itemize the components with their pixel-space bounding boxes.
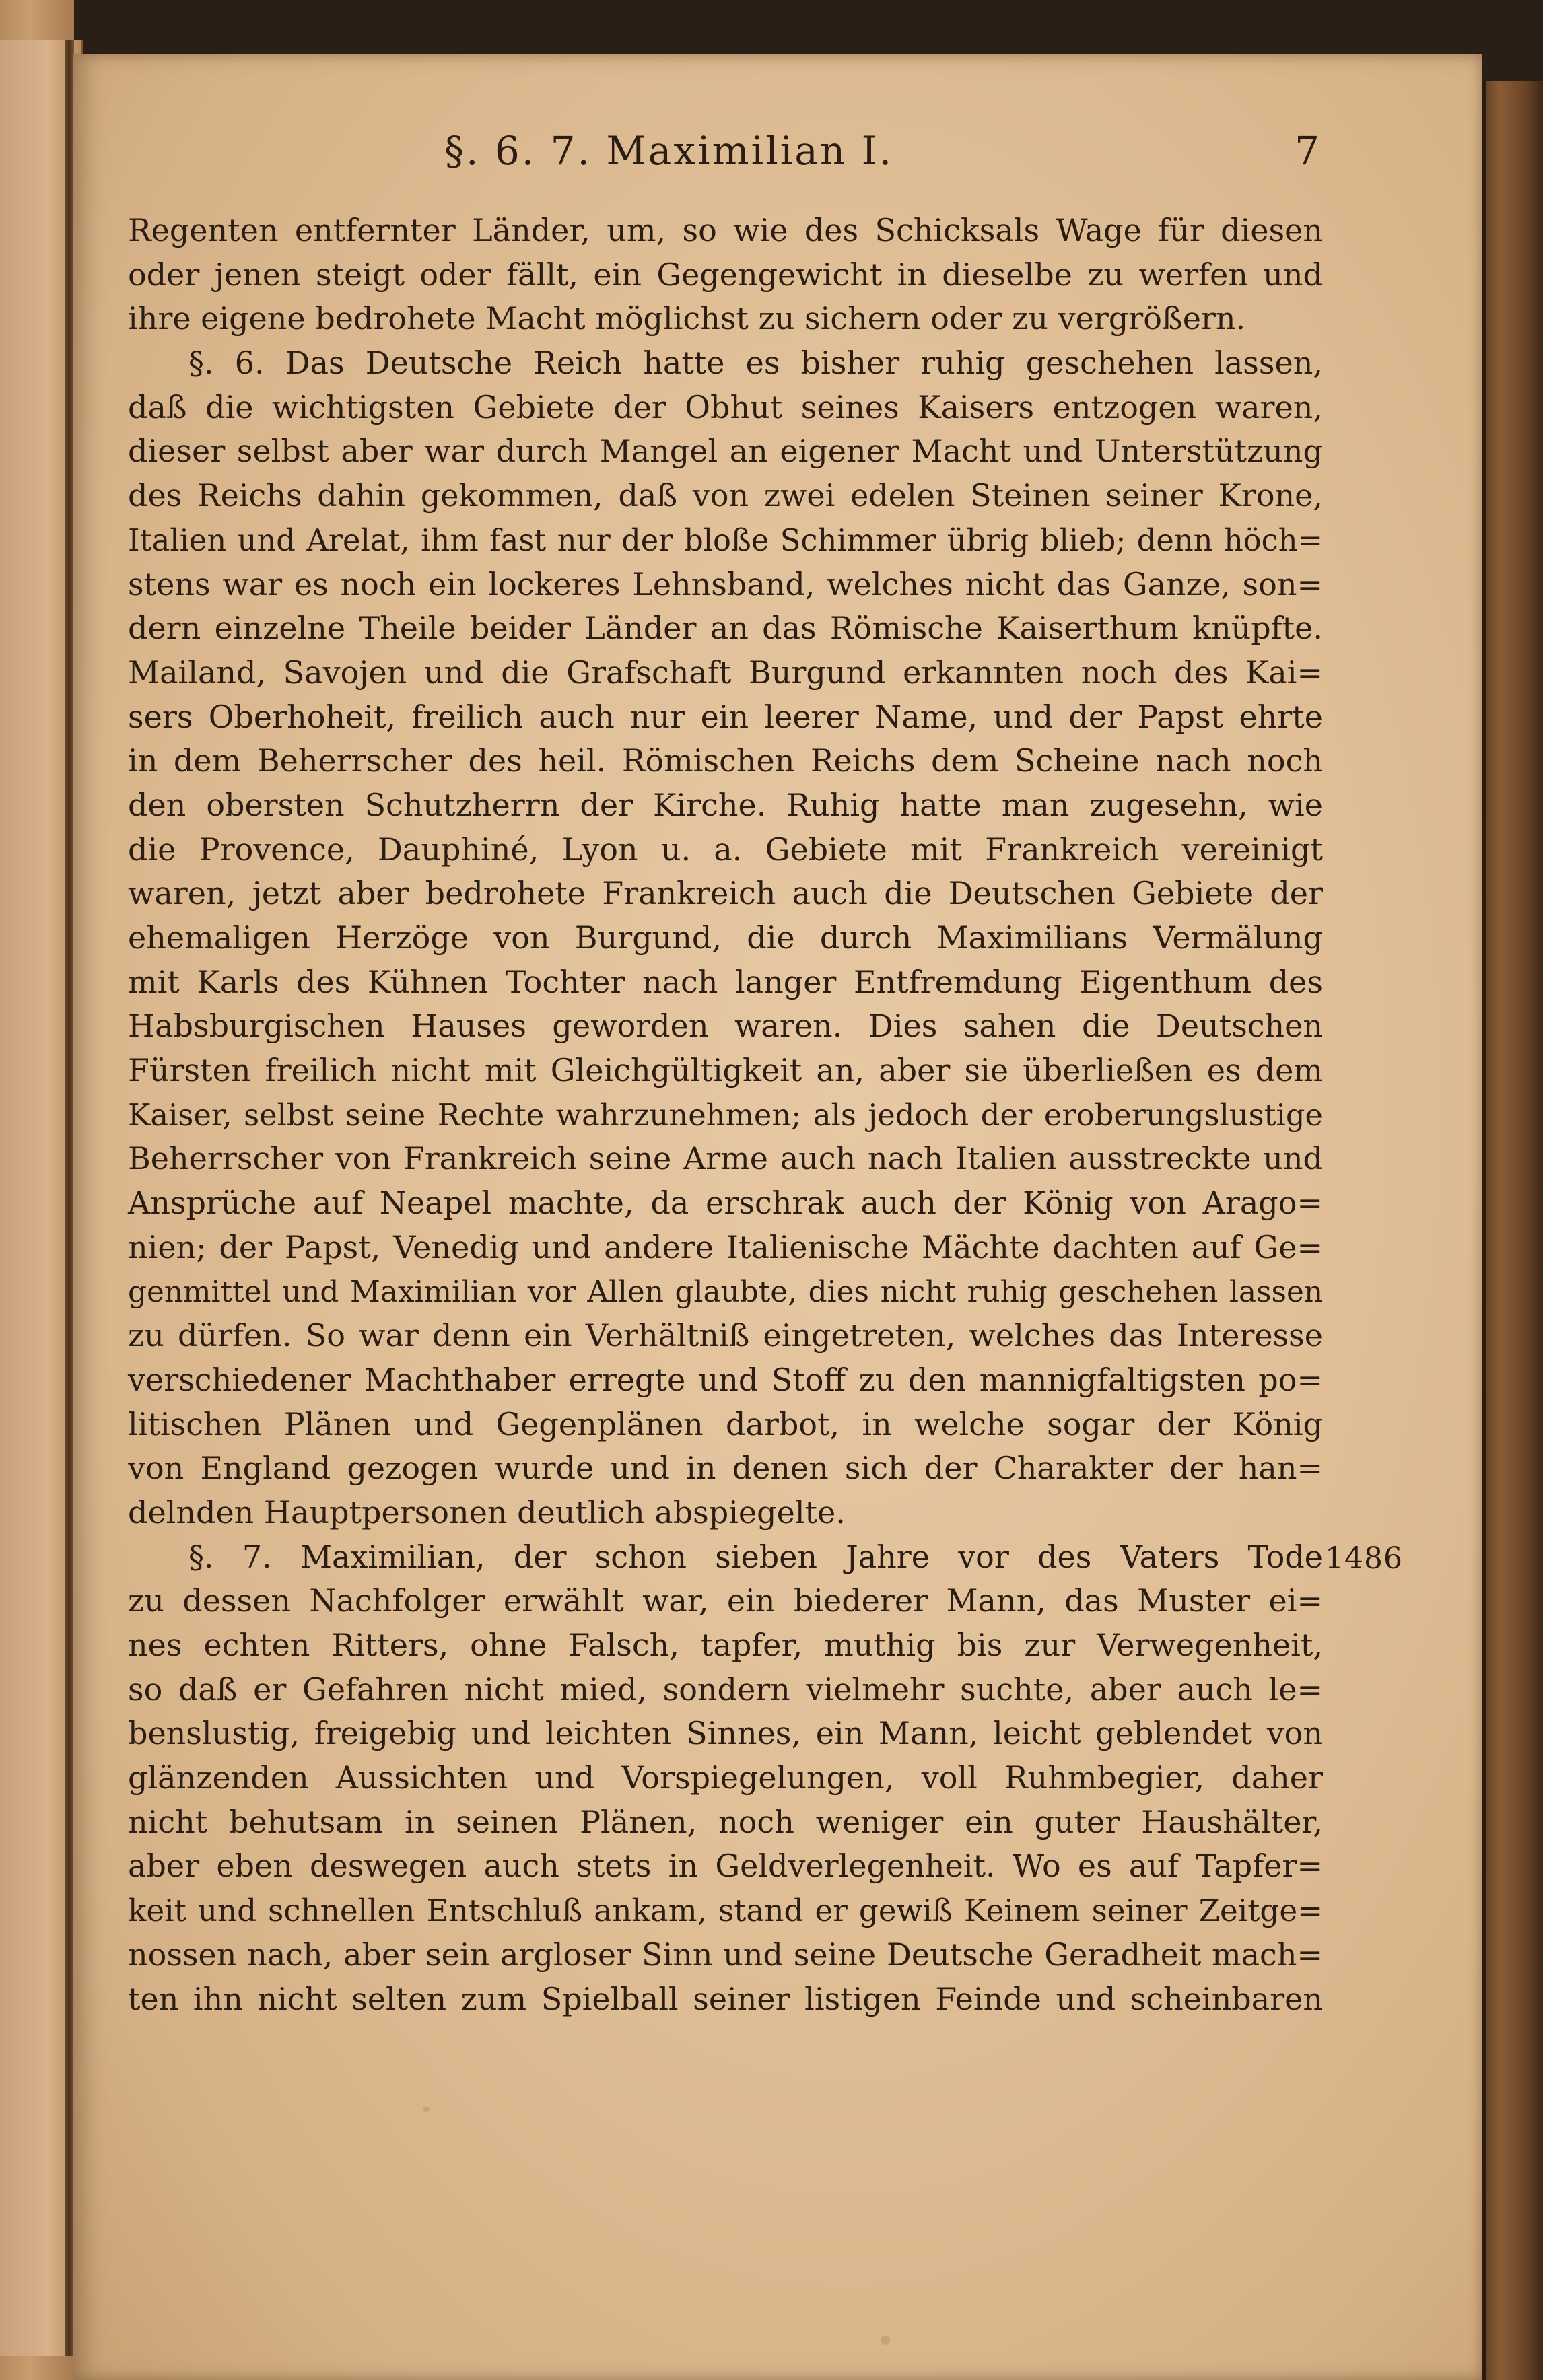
text-line: Italien und Arelat, ihm fast nur der bloße Schimmer übrig blieb; denn höch=	[128, 522, 1323, 558]
text-line: ihre eigene bedrohete Macht möglichst zu sichern oder zu vergrößern.	[128, 300, 1246, 337]
text-line: keit und schnellen Entschluß ankam, stand er gewiß Keinem seiner Zeitge=	[128, 1893, 1323, 1929]
text-line: Mailand, Savojen und die Grafschaft Burgund erkannten noch des Kai=	[128, 654, 1323, 691]
text-line: oder jenen steigt oder fällt, ein Gegengewicht in dieselbe zu werfen und	[128, 256, 1323, 293]
text-line: die Provence, Dauphiné, Lyon u. a. Gebiete mit Frankreich vereinigt	[128, 831, 1323, 868]
text-line: §. 6. Das Deutsche Reich hatte es bisher ruhig geschehen lassen,	[188, 345, 1323, 382]
text-line: dern einzelne Theile beider Länder an das Römische Kaiserthum knüpfte.	[128, 610, 1323, 647]
text-line: sers Oberhoheit, freilich auch nur ein leerer Name, und der Papst ehrte	[128, 698, 1323, 735]
text-line: stens war es noch ein lockeres Lehnsband, welches nicht das Ganze, son=	[128, 565, 1323, 602]
text-line: daß die wichtigsten Gebiete der Obhut seines Kaisers entzogen waren,	[128, 388, 1323, 425]
text-line: nien; der Papst, Venedig und andere Italienische Mächte dachten auf Ge=	[128, 1228, 1323, 1265]
text-line: Regenten entfernter Länder, um, so wie des Schicksals Wage für diesen	[128, 212, 1323, 248]
text-line: nossen nach, aber sein argloser Sinn und seine Deutsche Geradheit mach=	[128, 1936, 1323, 1973]
text-line: delnden Hauptpersonen deutlich abspiegelte.	[128, 1494, 846, 1531]
text-line: aber eben deswegen auch stets in Geldverlegenheit. Wo es auf Tapfer=	[128, 1848, 1323, 1885]
body-text	[128, 209, 1323, 2021]
text-line: waren, jetzt aber bedrohete Frankreich auch die Deutschen Gebiete der	[128, 875, 1323, 912]
text-line: von England gezogen wurde und in denen sich der Charakter der han=	[128, 1450, 1323, 1487]
margin-year-note: 1486	[1325, 1541, 1403, 1576]
text-line: ehemaligen Herzöge von Burgund, die durch Maximilians Vermälung	[128, 919, 1323, 956]
page-number: 7	[1295, 128, 1319, 174]
text-line: nes echten Ritters, ohne Falsch, tapfer, muthig bis zur Verwegenheit,	[128, 1627, 1323, 1663]
text-line: in dem Beherrscher des heil. Römischen Reichs dem Scheine nach noch	[128, 742, 1323, 779]
running-head	[444, 128, 1319, 195]
text-line: zu dessen Nachfolger erwählt war, ein biederer Mann, das Muster ei=	[128, 1582, 1323, 1619]
text-line: so daß er Gefahren nicht mied, sondern vielmehr suchte, aber auch le=	[128, 1671, 1323, 1708]
text-line: Ansprüche auf Neapel machte, da erschrak auch der König von Arago=	[128, 1185, 1323, 1222]
text-line: ten ihn nicht selten zum Spielball seiner listigen Feinde und scheinbaren	[128, 1980, 1323, 2017]
text-line: benslustig, freigebig und leichten Sinnes, ein Mann, leicht geblendet von	[128, 1715, 1323, 1752]
running-head-title: §. 6. 7. Maximilian I.	[444, 128, 894, 174]
text-line: Beherrscher von Frankreich seine Arme auch nach Italien ausstreckte und	[128, 1140, 1323, 1177]
text-line: verschiedener Machthaber erregte und Stoff zu den mannigfaltigsten po=	[128, 1361, 1323, 1398]
text-line: nicht behutsam in seinen Plänen, noch weniger ein guter Haushälter,	[128, 1803, 1323, 1840]
text-line: §. 7. Maximilian, der schon sieben Jahre vor des Vaters Tode	[188, 1538, 1323, 1575]
text-line: litischen Plänen und Gegenplänen darbot, in welche sogar der König	[128, 1405, 1323, 1442]
text-line: zu dürfen. So war denn ein Verhältniß eingetreten, welches das Interesse	[128, 1317, 1323, 1354]
text-line: des Reichs dahin gekommen, daß von zwei edelen Steinen seiner Krone,	[128, 477, 1323, 514]
text-line: dieser selbst aber war durch Mangel an eigener Macht und Unterstützung	[128, 433, 1323, 470]
page-spot	[881, 2336, 890, 2345]
page-spot	[423, 2107, 430, 2112]
text-line: mit Karls des Kühnen Tochter nach langer Entfremdung Eigenthum des	[128, 963, 1323, 1000]
text-line: glänzenden Aussichten und Vorspiegelungen, voll Ruhmbegier, daher	[128, 1759, 1323, 1796]
book-cover-edge	[1481, 81, 1543, 2380]
text-line: Kaiser, selbst seine Rechte wahrzunehmen; als jedoch der eroberungslustige	[128, 1096, 1323, 1133]
text-line: Fürsten freilich nicht mit Gleichgültigkeit an, aber sie überließen es dem	[128, 1052, 1323, 1089]
text-line: genmittel und Maximilian vor Allen glaubte, dies nicht ruhig geschehen lassen	[128, 1274, 1323, 1309]
text-line: Habsburgischen Hauses geworden waren. Dies sahen die Deutschen	[128, 1008, 1323, 1045]
text-line: den obersten Schutzherrn der Kirche. Ruhig hatte man zugesehn, wie	[128, 786, 1323, 823]
